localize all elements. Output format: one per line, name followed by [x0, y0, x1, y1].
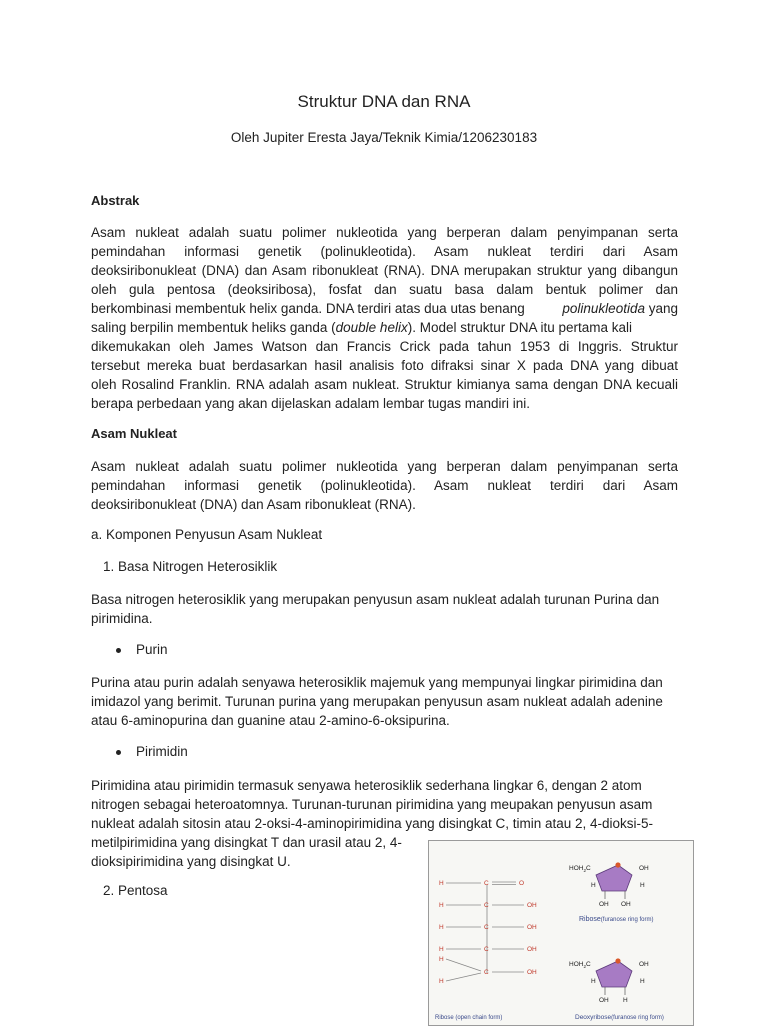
carbon-row-4: [439, 946, 537, 953]
list-item-basa-nitrogen: 1. Basa Nitrogen Heterosiklik: [103, 559, 278, 574]
bullet-pirimidin: Pirimidin: [136, 744, 188, 759]
label-c: C: [585, 961, 591, 968]
text-segment: [562, 299, 678, 318]
purin-paragraph: [91, 673, 678, 730]
atom-h: H: [591, 978, 596, 985]
ribose-caption: [579, 916, 653, 923]
group-oh: OH: [527, 924, 537, 931]
group-oh: OH: [599, 901, 609, 908]
atom-c: C: [484, 969, 489, 976]
asam-nukleat-heading: Asam Nukleat: [91, 426, 177, 441]
group-oh: OH: [639, 865, 649, 872]
ring-oxygen-icon: [615, 958, 620, 963]
author-line: Oleh Jupiter Eresta Jaya/Teknik Kimia/1206230183: [230, 130, 538, 145]
text-line: nukleat adalah sitosin atau 2-oksi-4-aminopirimidina yang disingkat C, timin atau 2, 4-dioksi-5-: [91, 816, 654, 831]
atom-c: C: [484, 946, 489, 953]
caption-sub: (furanose ring form): [600, 917, 654, 923]
group-hoh2c: [569, 865, 591, 873]
bullet-icon: [116, 750, 121, 755]
text-line: Basa nitrogen heterosiklik yang merupakan penyusun asam nukleat adalah turunan Purina dan: [91, 592, 660, 607]
text-line: oleh Rosalind Franklin. RNA adalah asam nukleat. Struktur kimianya sama dengan DNA kecuali: [91, 377, 678, 392]
abstrak-heading: Abstrak: [91, 193, 140, 208]
group-oh: OH: [599, 997, 609, 1004]
caption-main: Deoxyribose: [575, 1014, 612, 1021]
text-line: Pirimidina atau pirimidin termasuk senyawa heterosiklik sederhana lingkar 6, dengan 2 atom: [91, 778, 642, 793]
group-oh: OH: [621, 901, 631, 908]
text-line: oleh gula pentosa (deoksiribosa), fosfat dan suatu basa dalam bentuk polimer dan: [91, 282, 678, 297]
text-line: Purina atau purin adalah senyawa heterosiklik majemuk yang mempunyai lingkar pirimidina dan: [91, 675, 663, 690]
atom-h: H: [439, 924, 444, 931]
atom-h: H: [623, 997, 628, 1004]
text-line: [91, 299, 678, 318]
atom-h: H: [439, 946, 444, 953]
text-line: dikemukakan oleh James Watson dan Francis Crick pada tahun 1953 di Inggris. Struktur: [91, 339, 678, 354]
caption-main: Ribose: [579, 916, 601, 923]
atom-c: C: [484, 902, 489, 909]
label-hoh: HOH: [569, 961, 584, 968]
bullet-icon: [116, 648, 121, 653]
text-line: pemindahan informasi genetik (polinukleotida). Asam nukleat terdiri dari Asam: [91, 478, 678, 493]
basa-paragraph: [91, 590, 678, 628]
atom-h: H: [439, 956, 444, 963]
text-line: metilpirimidina yang disingkat T dan urasil atau 2, 4-: [91, 835, 402, 850]
group-oh: OH: [527, 946, 537, 953]
atom-h: H: [439, 978, 444, 985]
text-line: Asam nukleat adalah suatu polimer nukleotida yang berperan dalam penyimpanan serta: [91, 225, 678, 240]
furanose-ring: [596, 961, 632, 987]
label-subscript: 2: [583, 868, 586, 873]
atom-h: H: [439, 902, 444, 909]
deoxyribose-caption: [575, 1014, 664, 1021]
italic-term: double helix: [335, 320, 408, 335]
caption-sub: (furanose ring form): [611, 1015, 664, 1021]
deoxyribose-ring: [569, 958, 649, 1004]
bullet-purin: Purin: [136, 642, 168, 657]
ribose-diagram: [429, 841, 693, 1025]
ribose-structure-figure: [428, 840, 694, 1026]
text-line: imidazol yang berimit. Turunan purina yang merupakan penyusun asam nukleat adalah adenine: [91, 694, 663, 709]
atom-o: O: [519, 880, 525, 887]
text-line: berapa perbedaan yang akan dijelaskan adalam lembar tugas mandiri ini.: [91, 396, 531, 411]
atom-h: H: [439, 880, 444, 887]
text-line: deoksiribonukleat (DNA) dan Asam ribonukleat (RNA). DNA merupakan struktur yang dibangun: [91, 263, 678, 278]
text-line: pirimidina.: [91, 611, 153, 626]
atom-h: H: [640, 882, 645, 889]
carbon-row-5: [439, 956, 537, 985]
text-line: atau 6-aminopurina dan guanine atau 2-amino-6-oksipurina.: [91, 713, 450, 728]
text-segment: yang: [644, 301, 678, 316]
atom-h: H: [591, 882, 596, 889]
text-line: [91, 318, 678, 337]
text-line: dioksipirimidina yang disingkat U.: [91, 854, 291, 869]
bond: [446, 973, 481, 981]
text-line: pemindahan informasi genetik (polinukleotida). Asam nukleat terdiri dari Asam: [91, 244, 678, 259]
open-chain-caption: Ribose (open chain form): [435, 1015, 503, 1021]
italic-term: polinukleotida: [562, 301, 645, 316]
atom-h: H: [640, 978, 645, 985]
group-oh: OH: [527, 969, 537, 976]
text-line: tersebut mereka buat berdasarkan hasil analisis foto difraksi sinar X pada DNA yang dibuat: [91, 358, 678, 373]
text-segment: berkombinasi membentuk helix ganda. DNA terdiri atas dua utas benang: [91, 301, 525, 316]
carbon-row-1: [439, 880, 524, 887]
asam-nukleat-paragraph: [91, 457, 678, 514]
text-line: nitrogen sebagai heteroatomnya. Turunan-turunan pirimidina yang meupakan penyusun asam: [91, 797, 653, 812]
group-oh: OH: [639, 961, 649, 968]
group-hoh2c: [569, 961, 591, 969]
atom-c: C: [484, 924, 489, 931]
carbon-row-3: [439, 924, 537, 931]
list-item-pentosa: 2. Pentosa: [103, 883, 168, 898]
abstrak-paragraph: [91, 223, 678, 413]
group-oh: OH: [527, 902, 537, 909]
ribose-ring: [569, 862, 653, 923]
text-line: deoksiribonukleat (DNA) dan Asam ribonukleat (RNA).: [91, 497, 416, 512]
text-segment: saling berpilin membentuk heliks ganda (: [91, 320, 336, 335]
furanose-ring: [596, 865, 632, 891]
open-chain-ribose: [439, 880, 537, 985]
document-title: Struktur DNA dan RNA: [297, 92, 471, 111]
carbon-row-2: [439, 902, 537, 909]
komponen-label: a. Komponen Penyusun Asam Nukleat: [91, 527, 323, 542]
ring-oxygen-icon: [615, 862, 620, 867]
atom-c: C: [484, 880, 489, 887]
label-subscript: 2: [583, 964, 586, 969]
label-hoh: HOH: [569, 865, 584, 872]
bond: [446, 959, 481, 971]
label-c: C: [585, 865, 591, 872]
text-segment: ). Model struktur DNA itu pertama kali: [407, 320, 633, 335]
text-line: Asam nukleat adalah suatu polimer nukleotida yang berperan dalam penyimpanan serta: [91, 459, 678, 474]
